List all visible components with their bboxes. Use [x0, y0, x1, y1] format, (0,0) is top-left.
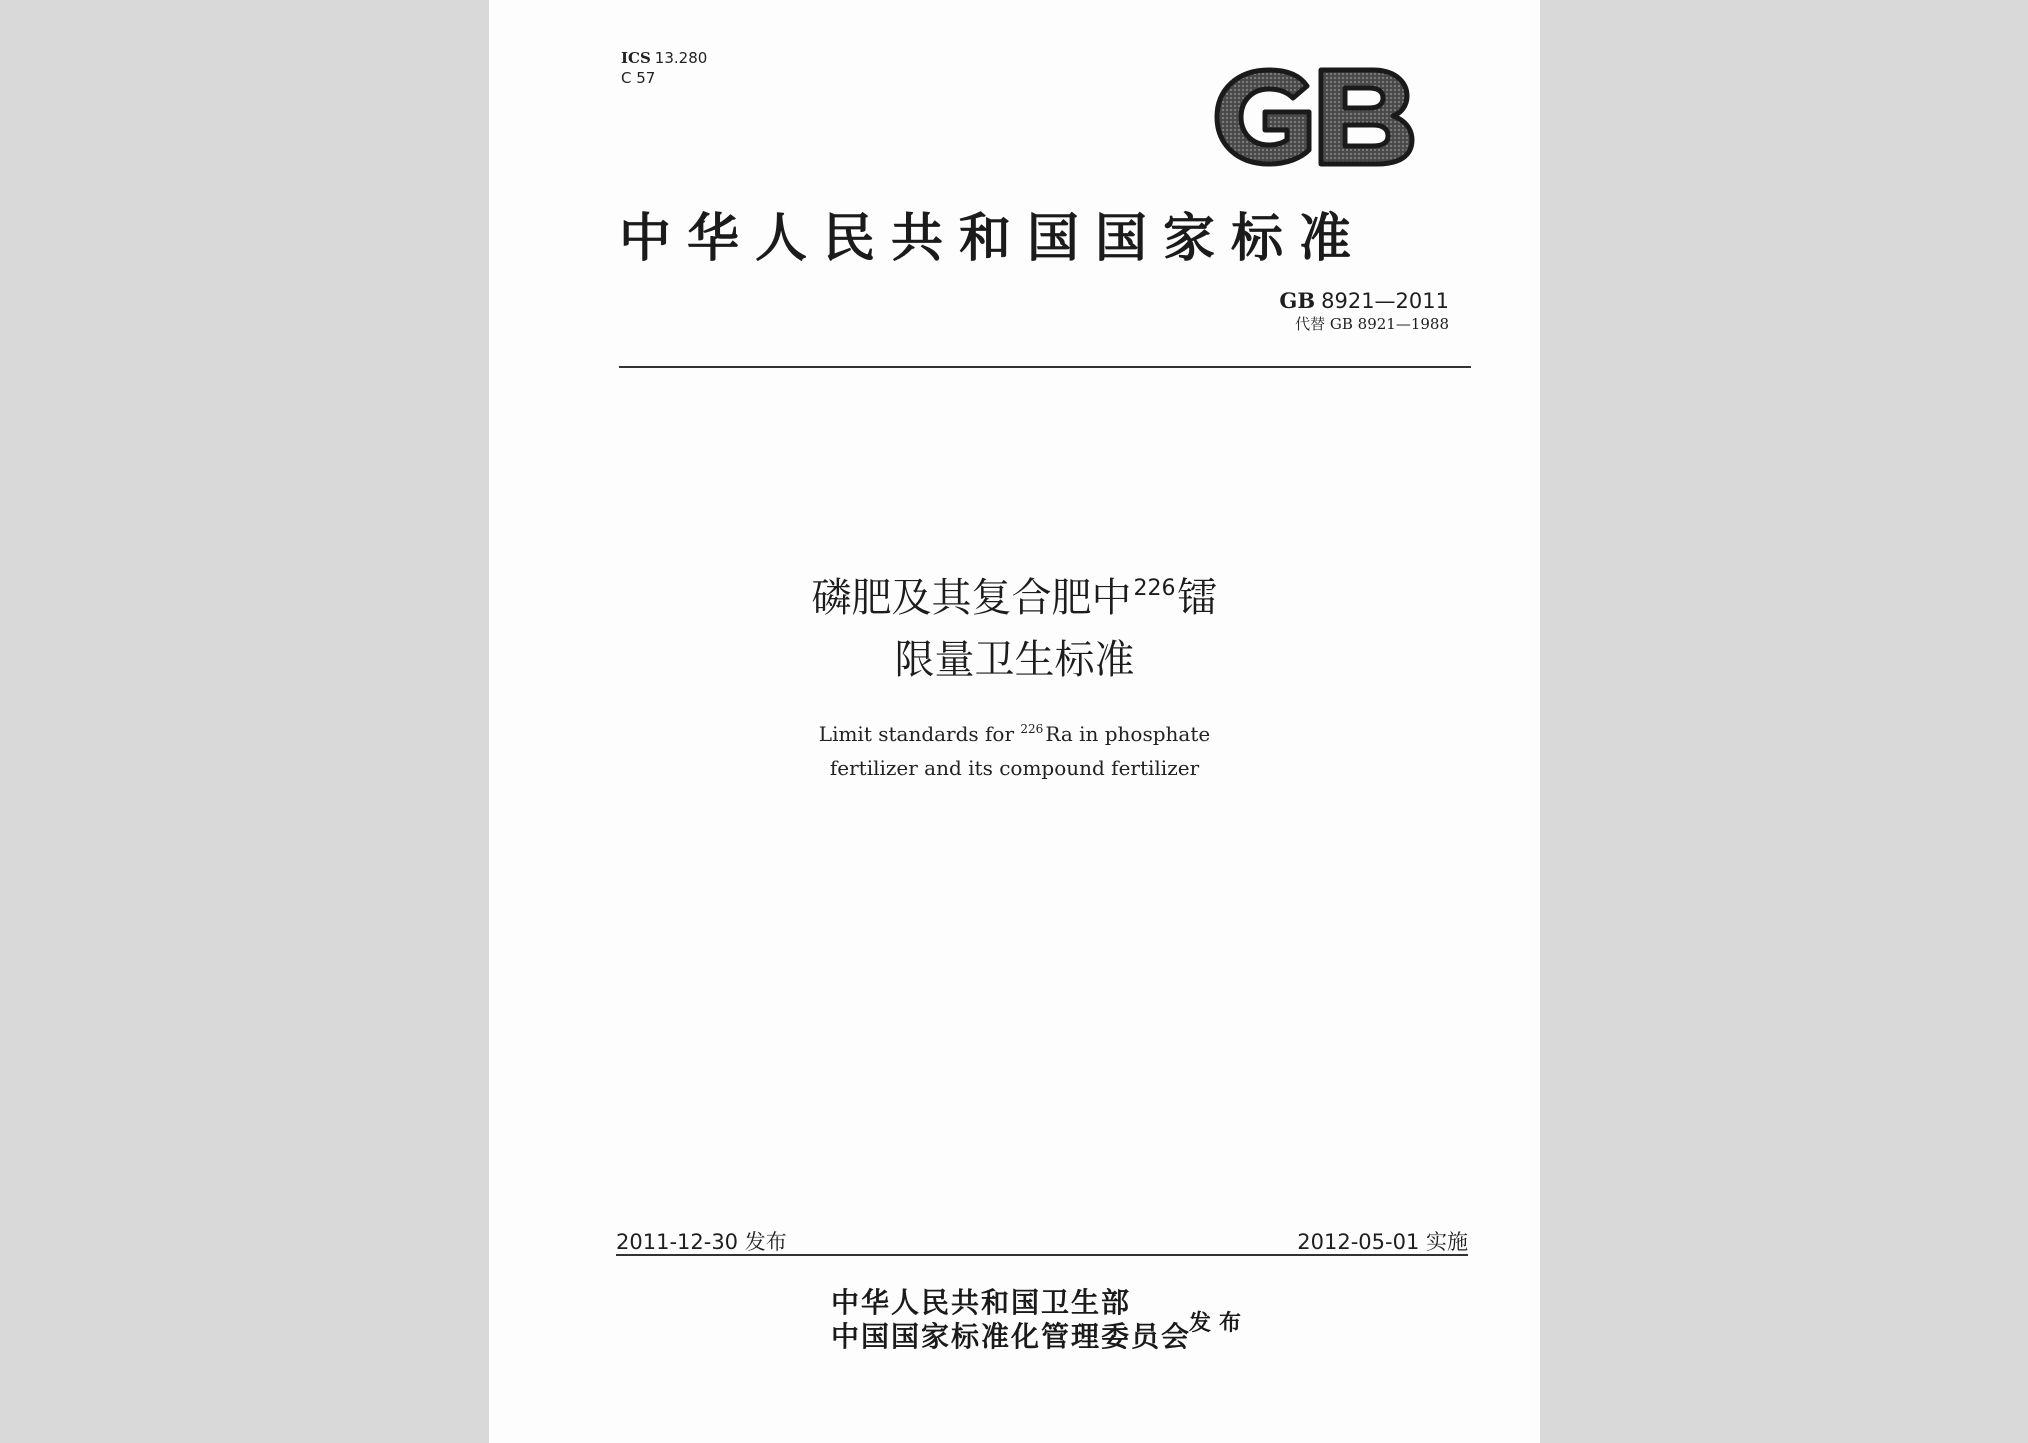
english-title-text-a: Limit standards for: [818, 722, 1021, 746]
issuing-organizations: [831, 1286, 1191, 1354]
chinese-title: [489, 558, 1540, 691]
ics-label: ICS: [621, 49, 651, 67]
issuer-ministry-of-health: 中华人民共和国卫生部: [831, 1286, 1132, 1319]
english-title-isotope: 226: [1020, 722, 1044, 736]
chinese-title-text-a: 磷肥及其复合肥中: [811, 575, 1132, 621]
ics-code: 13.280: [654, 49, 708, 67]
standard-prefix: GB: [1279, 288, 1316, 313]
standard-number-block: [1279, 288, 1449, 334]
chinese-title-text-b: 镭: [1177, 575, 1218, 621]
standard-code: 8921—2011: [1321, 289, 1449, 313]
english-title-line-2: fertilizer and its compound fertilizer: [829, 756, 1200, 780]
bottom-divider: [616, 1254, 1468, 1256]
issuer-standardization-administration: 中国国家标准化管理委员会: [831, 1320, 1192, 1353]
english-title: [489, 712, 1540, 785]
english-title-text-b: Ra in phosphate: [1045, 722, 1211, 746]
standard-number: [1279, 288, 1449, 314]
english-title-line-1: [489, 712, 1540, 751]
chinese-title-line-1: [489, 558, 1540, 629]
chinese-title-isotope: 226: [1133, 576, 1176, 601]
ccs-code: C 57: [621, 69, 656, 87]
publish-label: 发布: [1189, 1310, 1250, 1336]
national-standard-title: 中华人民共和国国家标准: [619, 208, 1368, 269]
issue-date: 2011-12-30 发布: [616, 1230, 787, 1254]
ics-line: [621, 48, 707, 68]
classification-codes: [621, 48, 707, 88]
chinese-title-line-2: 限量卫生标准: [894, 637, 1135, 683]
effective-date: 2012-05-01 实施: [1297, 1230, 1468, 1254]
replaces-standard: 代替 GB 8921—1988: [1295, 315, 1449, 333]
document-page: [489, 0, 1540, 1443]
gb-logo: [1209, 64, 1419, 170]
top-divider: [619, 366, 1471, 368]
